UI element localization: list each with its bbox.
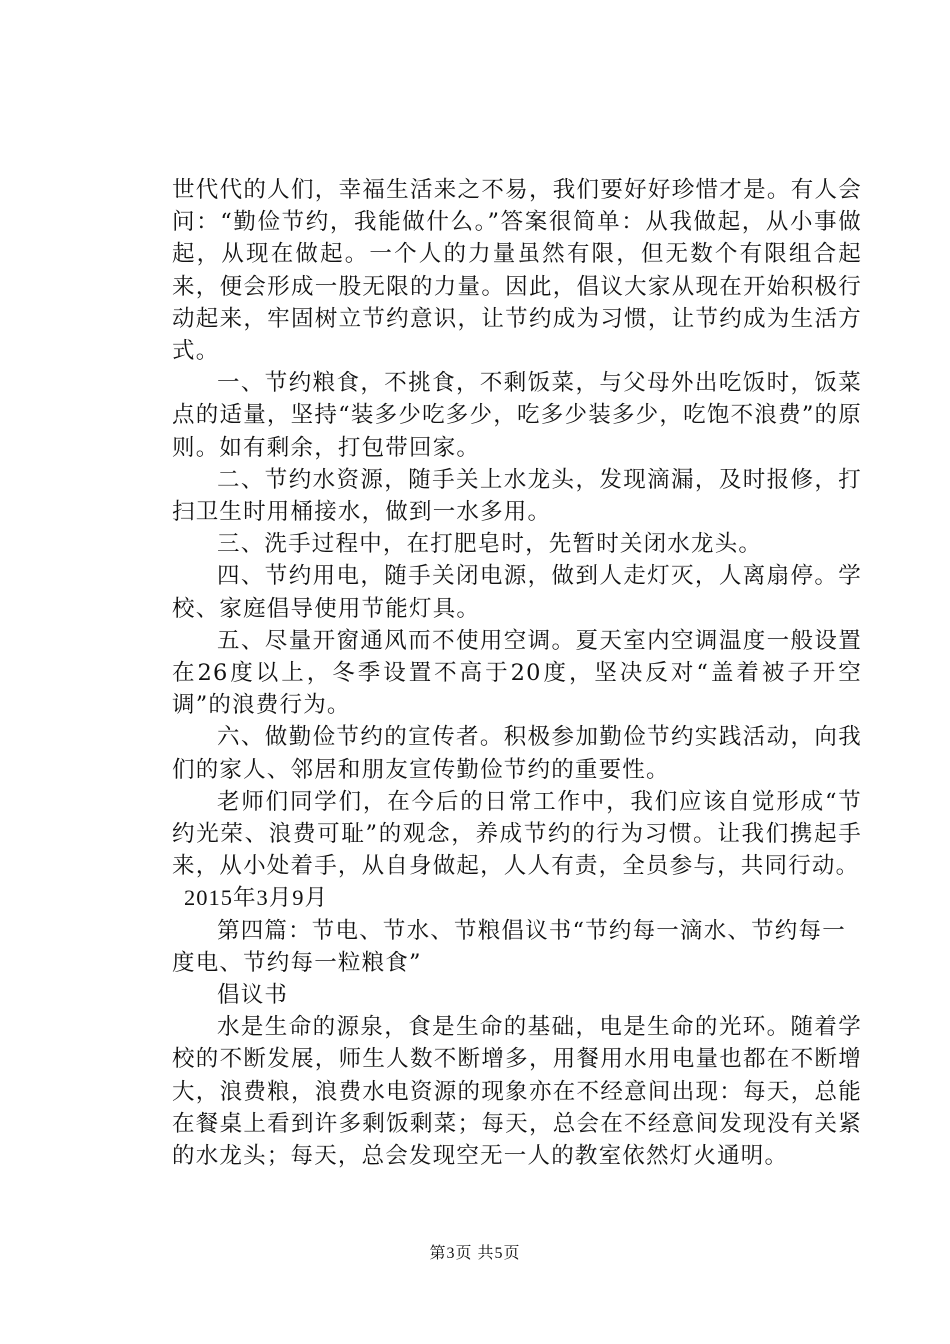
page-footer: 第3页 共5页 [429, 1245, 521, 1262]
sub-heading: 倡议书 [217, 982, 289, 1009]
document-body [172, 174, 862, 1172]
paragraph-item-3: 三、洗手过程中，在打肥皂时，先暂时关闭水龙头。 [217, 531, 763, 558]
document-date: 2015年3月9月 [184, 885, 329, 911]
section-heading: 第四篇：节电、节水、节粮倡议书“节约每一滴水、节约每一度电、节约每一粒粮食” [172, 917, 846, 976]
paragraph-item-6: 六、做勤俭节约的宣传者。积极参加勤俭节约实践活动，向我们的家人、邻居和朋友宣传勤俭节约的重要性。 [172, 724, 862, 783]
paragraph-intro: 世代代的人们，幸福生活来之不易，我们要好好珍惜才是。有人会问：“勤俭节约，我能做什么。”答案很简单：从我做起，从小事做起，从现在做起。一个人的力量虽然有限，但无数个有限组合起来，便会形成一股无限的力量。因此，倡议大家从现在开始积极行动起来，牢固树立节约意识，让节约成为习惯，让节约成为生活方式。 [172, 177, 862, 365]
paragraph-closing: 老师们同学们，在今后的日常工作中，我们应该自觉形成“节约光荣、浪费可耻”的观念，养成节约的行为习惯。让我们携起手来，从小处着手，从自身做起，人人有责，全员参与，共同行动。 [172, 788, 862, 880]
paragraph-item-1: 一、节约粮食，不挑食，不剩饭菜，与父母外出吃饭时，饭菜点的适量，坚持“装多少吃多少，吃多少装多少，吃饱不浪费”的原则。如有剩余，打包带回家。 [172, 370, 862, 461]
paragraph-item-4: 四、节约用电，随手关闭电源，做到人走灯灭，人离扇停。学校、家庭倡导使用节能灯具。 [172, 563, 862, 622]
paragraph-item-5: 五、尽量开窗通风而不使用空调。夏天室内空调温度一般设置在26度以上，冬季设置不高于20度，坚决反对“盖着被子开空调”的浪费行为。 [172, 627, 862, 719]
paragraph-proposal-body: 水是生命的源泉，食是生命的基础，电是生命的光环。随着学校的不断发展，师生人数不断增多，用餐用水用电量也都在不断增大，浪费粮，浪费水电资源的现象亦在不经意间出现：每天，总能在餐桌上看到许多剩饭剩菜；每天，总会在不经意间发现没有关紧的水龙头；每天，总会发现空无一人的教室依然灯火通明。 [172, 1014, 862, 1170]
paragraph-item-2: 二、节约水资源，随手关上水龙头，发现滴漏，及时报修，打扫卫生时用桶接水，做到一水多用。 [172, 466, 862, 526]
